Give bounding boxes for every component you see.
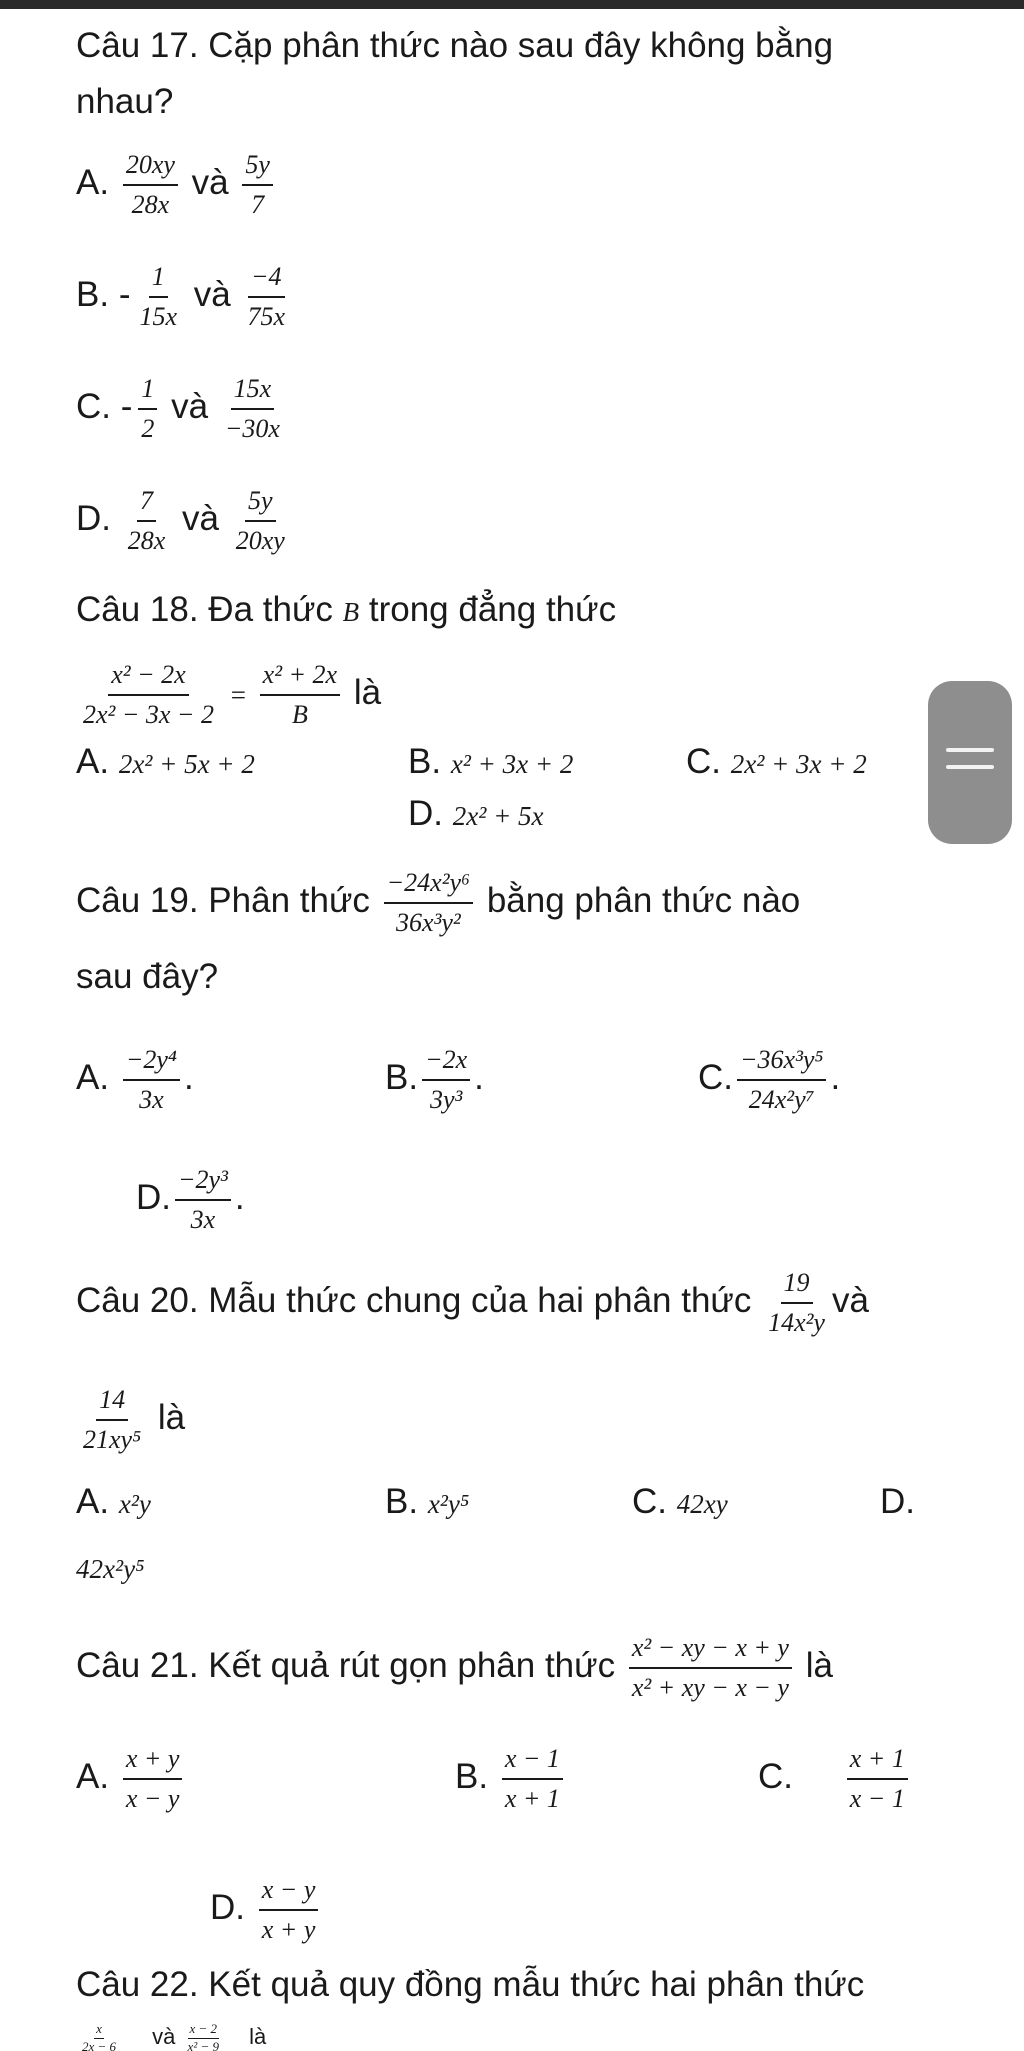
q19-options-row <box>0 1045 1024 1135</box>
fraction: $\frac{1}{15x}$ <box>139 262 178 331</box>
q21-option-a[interactable]: A. $\frac{x + y}{x - y}$ <box>76 1744 186 1814</box>
q18-option-b[interactable]: B. x² + 3x + 2 <box>408 742 574 781</box>
fraction: $\frac{x - 1}{x + 1}$ <box>502 1744 563 1814</box>
q20-option-a[interactable]: A. x²y <box>76 1482 151 1521</box>
fraction: $\frac{\text{x² − xy − x + y}}{\text{x² + xy − x − y}}$ <box>629 1633 792 1703</box>
q19-option-d[interactable]: D. $\frac{\text{−2y³}}{3x}$ . <box>136 1165 245 1234</box>
q21-option-b[interactable]: B. $\frac{x - 1}{x + 1}$ <box>455 1744 567 1814</box>
q20-options-row <box>0 1480 1024 1524</box>
q19-option-b[interactable]: B. $\frac{-2x}{\text{3y³}}$ . <box>385 1045 484 1114</box>
q18-options-row <box>0 740 1024 784</box>
scroll-drag-handle[interactable] <box>928 681 1012 844</box>
fraction: $\frac{\text{−36x³y⁵}}{\text{24x²y⁷}}$ <box>737 1045 826 1115</box>
fraction: $\frac{x}{2x - 6}$ <box>82 2022 117 2051</box>
q18-equation: $\frac{\text{x² − 2x}}{\text{2x² − 3x − 2}}$ = $\frac{\text{x² + 2x}}{B}$ là <box>76 660 1024 730</box>
q21-title: Câu 21. Kết quả rút gọn phân thức $\frac{\text{x² − xy − x + y}}{\text{x² + xy − x − y}}$ là <box>76 1633 833 1702</box>
q17-title-cont: nhau? <box>76 82 174 121</box>
q18-option-c[interactable]: C. 2x² + 3x + 2 <box>686 742 867 781</box>
q22-title: Câu 22. Kết quả quy đồng mẫu thức hai phân thức <box>76 1965 865 2004</box>
q21-options-row <box>0 1744 1024 1834</box>
q21-option-c[interactable]: C. $\frac{x + 1}{x - 1}$ <box>758 1744 912 1814</box>
fraction: $\frac{-4}{75x}$ <box>247 262 285 331</box>
fraction: $\frac{14}{\text{21xy⁵}}$ <box>83 1385 142 1454</box>
q19-title: Câu 19. Phân thức $\frac{\text{−24x²y⁶}}{\text{36x³y²}}$ bằng phân thức nào <box>76 868 801 937</box>
fraction: $\frac{-2x}{\text{3y³}}$ <box>422 1045 470 1115</box>
q20-option-c[interactable]: C. 42xy <box>632 1482 728 1521</box>
fraction: $\frac{1}{2}$ <box>138 374 157 444</box>
fraction: $\frac{\text{−24x²y⁶}}{\text{36x³y²}}$ <box>384 868 473 938</box>
fraction: $\frac{x + y}{x - y}$ <box>123 1744 183 1814</box>
q18-title: Câu 18. Đa thức B trong đẳng thức <box>76 590 617 629</box>
fraction: $\frac{\text{−2y³}}{3x}$ <box>175 1165 231 1235</box>
fraction: $\frac{x - y}{x + y}$ <box>259 1875 319 1945</box>
q19-title-cont: sau đây? <box>76 957 219 996</box>
top-edge-bar <box>0 0 1024 9</box>
q20-title: Câu 20. Mẫu thức chung của hai phân thức $\frac{19}{\text{14x²y}}$ và <box>76 1268 869 1337</box>
fraction: $\frac{\text{x² − 2x}}{\text{2x² − 3x − 2}}$ <box>83 660 214 729</box>
fraction: $\frac{7}{28x}$ <box>127 486 166 555</box>
fraction: $\frac{19}{\text{14x²y}}$ <box>768 1268 825 1337</box>
q19-option-a[interactable]: A. $\frac{\text{−2y⁴}}{3x}$ . <box>76 1045 194 1114</box>
fraction: $\frac{20xy}{28x}$ <box>123 150 178 220</box>
fraction: $\frac{\text{x² + 2x}}{B}$ <box>260 660 340 730</box>
q22-title-cont: $\frac{x}{2x - 6}$ và $\frac{x - 2}{\text{x² − 9}}$ là <box>76 2022 1024 2051</box>
fraction: $\frac{x + 1}{x - 1}$ <box>847 1744 908 1814</box>
fraction: $\frac{15x}{-30x}$ <box>224 374 280 443</box>
q17-option-b[interactable]: B. - $\frac{1}{15x}$ và $\frac{-4}{75x}$ <box>76 262 1024 332</box>
fraction: $\frac{x - 2}{\text{x² − 9}}$ <box>187 2022 219 2051</box>
q17-option-c[interactable]: C. - $\frac{1}{2}$ và $\frac{15x}{-30x}$ <box>76 374 1024 444</box>
fraction: $\frac{5y}{7}$ <box>242 150 273 220</box>
q20-title-cont: $\frac{14}{\text{21xy⁵}}$ là <box>76 1385 1024 1455</box>
q17-option-d[interactable]: D. $\frac{7}{28x}$ và $\frac{5y}{20xy}$ <box>76 486 1024 556</box>
q20-option-d-expr: 42x²y⁵ <box>76 1554 145 1584</box>
q20-option-b[interactable]: B. x²y⁵ <box>385 1482 470 1521</box>
q18-option-d[interactable]: D. 2x² + 5x <box>408 794 544 833</box>
q20-option-d-label[interactable]: D. <box>880 1482 915 1521</box>
q17-title: Câu 17. Cặp phân thức nào sau đây không bằng <box>76 26 834 65</box>
q18-option-a[interactable]: A. 2x² + 5x + 2 <box>76 742 255 781</box>
fraction: $\frac{5y}{20xy}$ <box>235 486 285 555</box>
q21-option-d[interactable]: D. $\frac{x - y}{x + y}$ <box>210 1875 710 1945</box>
q17-option-a[interactable]: A. $\frac{20xy}{28x}$ và $\frac{5y}{7}$ <box>76 150 1024 220</box>
fraction: $\frac{\text{−2y⁴}}{3x}$ <box>123 1045 180 1115</box>
q19-option-c[interactable]: C. $\frac{\text{−36x³y⁵}}{\text{24x²y⁷}}$ . <box>698 1045 841 1114</box>
